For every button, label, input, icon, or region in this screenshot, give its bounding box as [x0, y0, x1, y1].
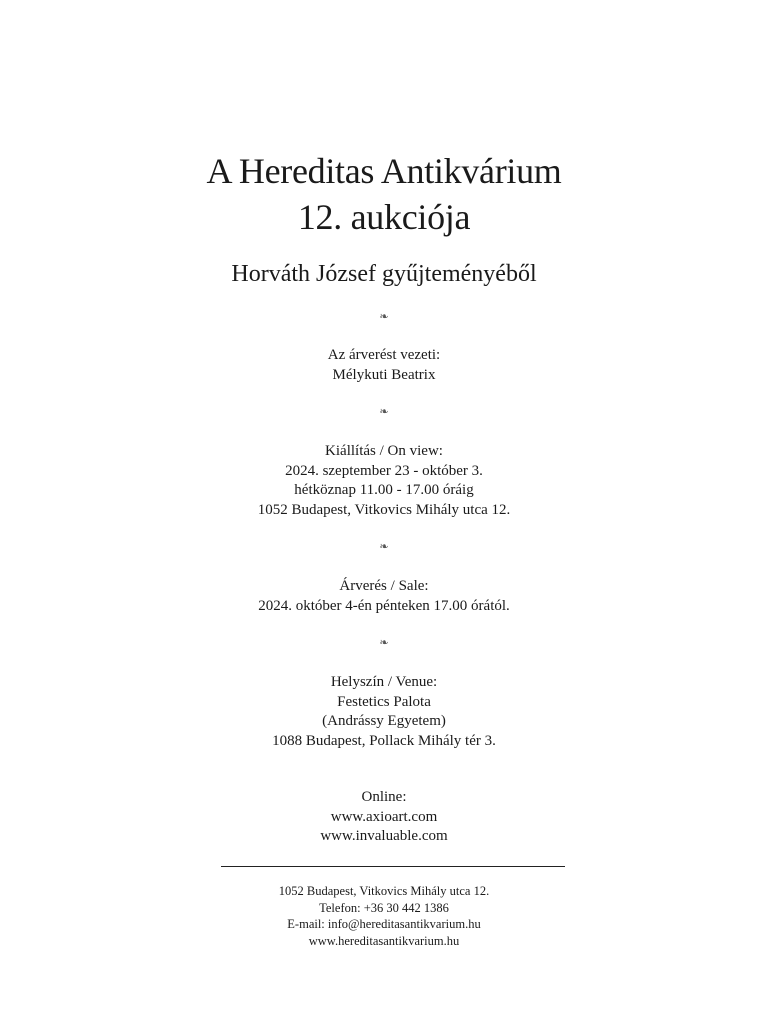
venue-block: [0, 673, 768, 751]
venue-name: Festetics Palota: [337, 693, 431, 710]
venue-subname: (Andrássy Egyetem): [322, 713, 446, 729]
auctioneer-block: [0, 346, 768, 385]
sale-block: [0, 577, 768, 616]
auctioneer-name: Mélykuti Beatrix: [332, 366, 436, 383]
online-link-axioart[interactable]: www.axioart.com: [330, 808, 438, 825]
fleuron-ornament-icon: ❧: [379, 637, 389, 649]
venue-label: Helyszín / Venue:: [330, 674, 438, 690]
title-line-2: 12. aukciója: [297, 197, 471, 237]
online-link-invaluable[interactable]: www.invaluable.com: [320, 828, 448, 844]
sale-label: Árverés / Sale:: [339, 578, 429, 594]
exhibition-address: 1052 Budapest, Vitkovics Mihály utca 12.: [257, 501, 511, 518]
exhibition-dates: 2024. szeptember 23 - október 3.: [285, 462, 483, 479]
collection-subtitle: Horváth József gyűjteményéből: [231, 261, 537, 287]
footer-email[interactable]: E-mail: info@hereditasantikvarium.hu: [287, 917, 481, 931]
online-label: Online:: [361, 789, 407, 805]
auctioneer-label: Az árverést vezeti:: [327, 347, 441, 363]
page-title: [0, 148, 768, 240]
fleuron-ornament-icon: ❧: [379, 406, 389, 418]
footer-address: 1052 Budapest, Vitkovics Mihály utca 12.: [278, 884, 490, 898]
venue-address: 1088 Budapest, Pollack Mihály tér 3.: [272, 732, 496, 749]
title-line-1: A Hereditas Antikvárium: [206, 151, 562, 191]
exhibition-hours: hétköznap 11.00 - 17.00 óráig: [294, 482, 474, 498]
fleuron-ornament-icon: ❧: [379, 541, 389, 553]
online-block: [0, 788, 768, 847]
contact-footer: [0, 883, 768, 949]
exhibition-label: Kiállítás / On view:: [325, 443, 443, 459]
exhibition-block: [0, 442, 768, 520]
sale-datetime: 2024. október 4-én pénteken 17.00 órától.: [258, 597, 510, 614]
footer-website[interactable]: www.hereditasantikvarium.hu: [308, 933, 460, 948]
footer-divider: [221, 866, 565, 867]
fleuron-ornament-icon: ❧: [379, 311, 389, 323]
footer-phone: Telefon: +36 30 442 1386: [319, 900, 449, 915]
